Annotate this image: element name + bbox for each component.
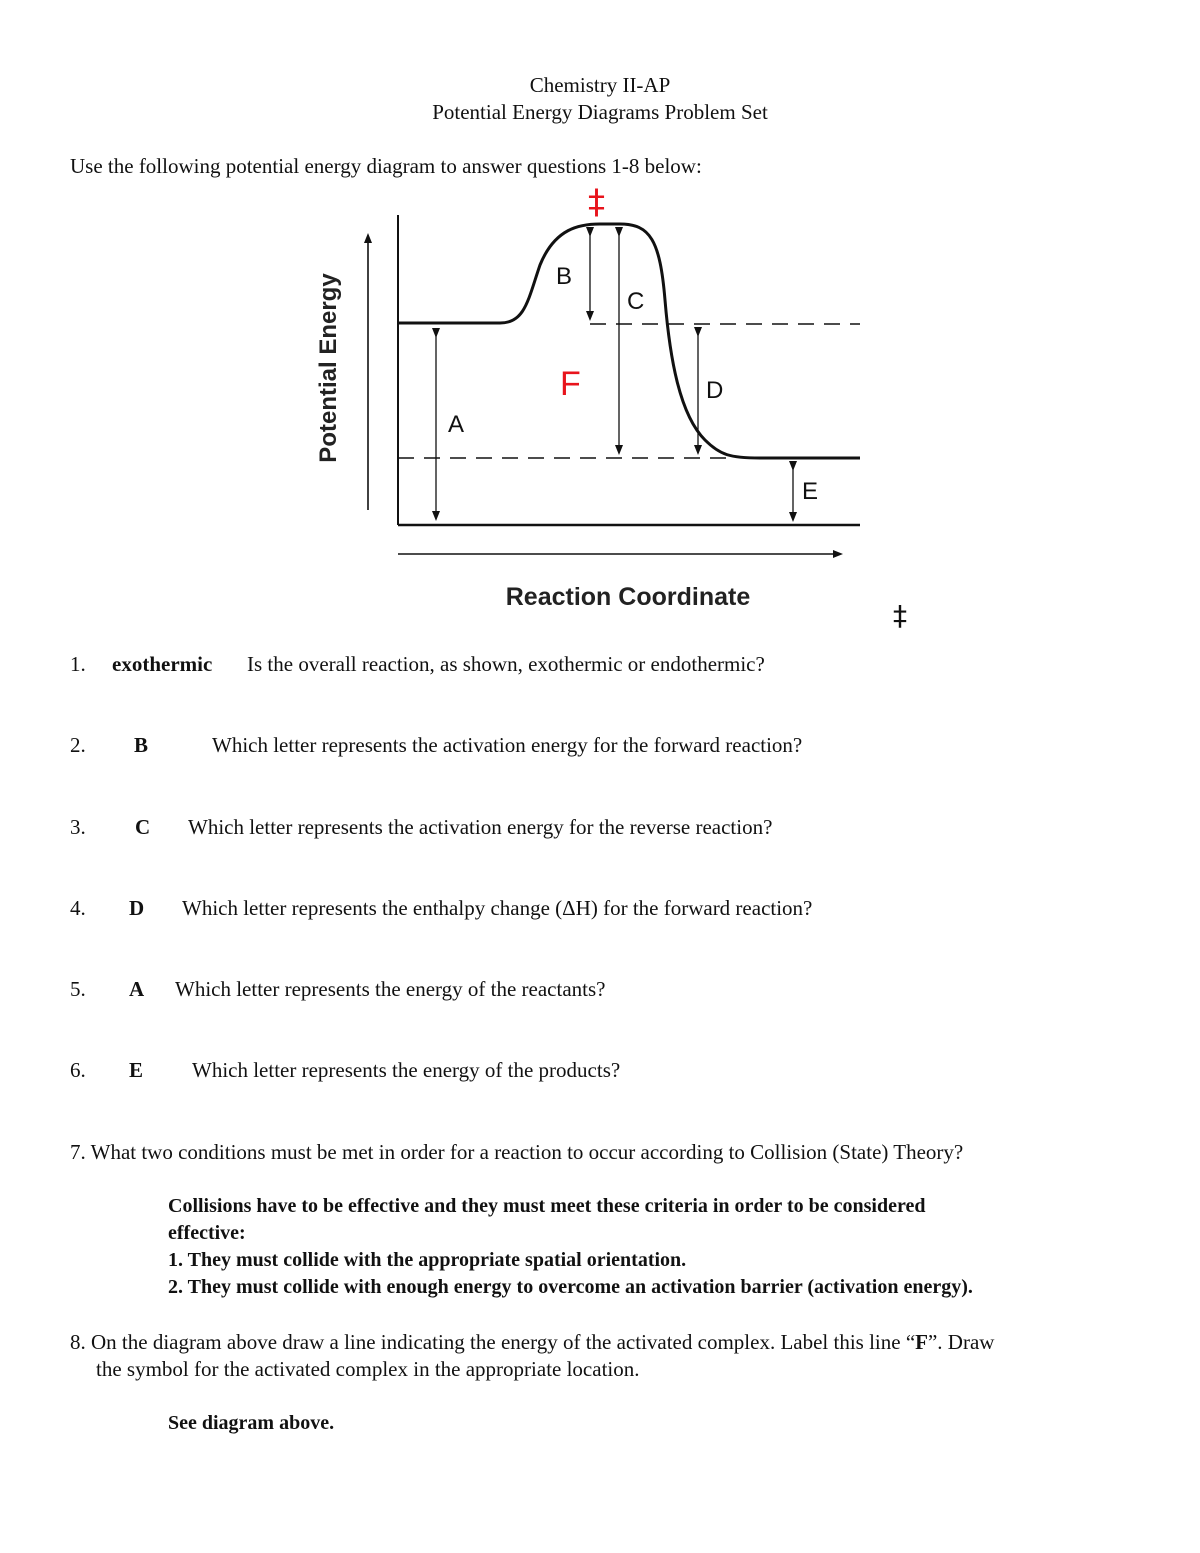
label-c: C — [627, 288, 645, 315]
question-5-text: Which letter represents the energy of the reactants? — [175, 977, 606, 1001]
question-number: 5. — [70, 977, 86, 1001]
question-number: 2. — [70, 733, 86, 757]
energy-curve — [398, 224, 860, 458]
question-8-line-2: the symbol for the activated complex in the appropriate location. — [96, 1357, 640, 1381]
course-title: Chemistry II-AP — [529, 73, 671, 97]
label-a: A — [448, 411, 465, 438]
label-d: D — [706, 377, 724, 404]
answer-1: exothermic — [112, 652, 213, 676]
label-f-activated-complex: F — [560, 365, 581, 403]
answer-4: D — [129, 896, 145, 920]
answer-7-line-4: 2. They must collide with enough energy to overcome an activation barrier (activation energy). — [168, 1276, 973, 1298]
answer-7-line-2: effective: — [168, 1222, 246, 1244]
question-8 — [70, 1329, 1150, 1383]
question-5 — [70, 977, 606, 1002]
question-8-answer: See diagram above. — [168, 1412, 335, 1434]
question-7-text: 7. What two conditions must be met in order for a reaction to occur according to Collision (State) Theory? — [70, 1140, 964, 1164]
potential-energy-diagram — [0, 0, 1200, 640]
label-e: E — [802, 478, 819, 505]
question-1 — [70, 652, 765, 677]
answer-5: A — [129, 977, 145, 1001]
answer-6: E — [129, 1058, 144, 1082]
y-axis-label: Potential Energy — [315, 273, 342, 463]
question-2 — [70, 733, 803, 758]
question-6-text: Which letter represents the energy of the products? — [192, 1058, 621, 1082]
answer-7-line-3: 1. They must collide with the appropriate spatial orientation. — [168, 1249, 687, 1271]
question-number: 4. — [70, 896, 86, 920]
question-8-text-post: ”. Draw — [927, 1330, 995, 1354]
question-8-line-1 — [70, 1329, 1150, 1356]
question-2-text: Which letter represents the activation energy for the forward reaction? — [212, 733, 803, 757]
question-number: 3. — [70, 815, 86, 839]
question-4 — [70, 896, 813, 921]
question-7-answer — [168, 1193, 1168, 1301]
question-number: 6. — [70, 1058, 86, 1082]
answer-2: B — [134, 733, 149, 757]
question-8-text-pre: 8. On the diagram above draw a line indicating the energy of the activated complex. Label this line “ — [70, 1330, 916, 1354]
question-8-label-f: F — [915, 1330, 928, 1354]
question-6 — [70, 1058, 621, 1083]
answer-3: C — [135, 815, 151, 839]
double-dagger-symbol: ‡ — [893, 599, 907, 632]
x-axis-label: Reaction Coordinate — [505, 583, 751, 611]
question-4-text: Which letter represents the enthalpy change (ΔH) for the forward reaction? — [182, 896, 813, 920]
problem-set-title: Potential Energy Diagrams Problem Set — [432, 100, 768, 124]
intro-text: Use the following potential energy diagram to answer questions 1-8 below: — [70, 154, 702, 178]
label-b: B — [556, 263, 573, 290]
activated-complex-symbol: ‡ — [588, 182, 605, 222]
answer-7-line-1: Collisions have to be effective and they must meet these criteria in order to be considered — [168, 1195, 926, 1217]
question-3-text: Which letter represents the activation energy for the reverse reaction? — [188, 815, 773, 839]
question-1-text: Is the overall reaction, as shown, exothermic or endothermic? — [247, 652, 765, 676]
question-3 — [70, 815, 773, 840]
question-number: 1. — [70, 652, 86, 676]
